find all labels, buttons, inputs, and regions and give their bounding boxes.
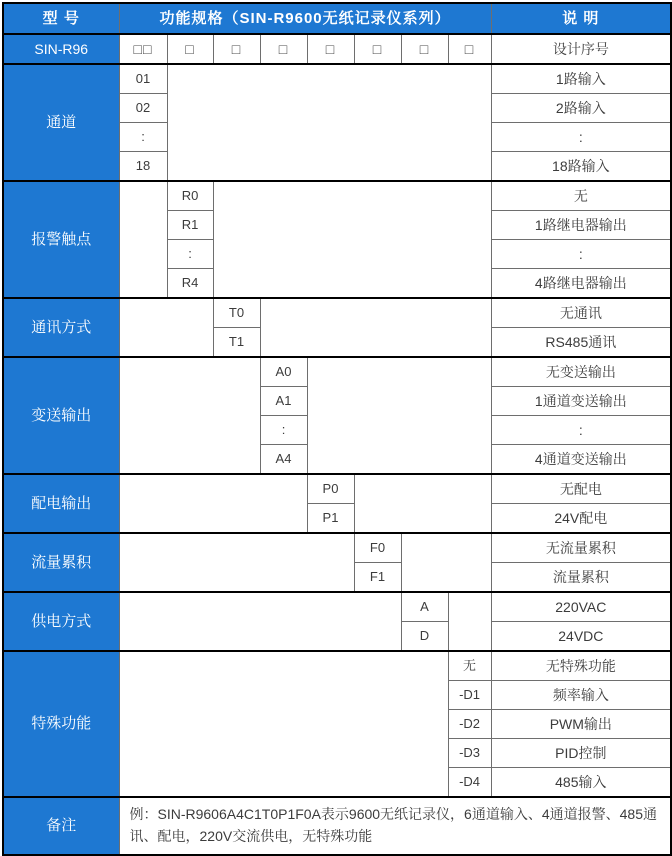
desc-cell: 485输入 xyxy=(491,768,671,798)
table-row xyxy=(3,651,671,681)
spec-box-cell: □□ xyxy=(119,34,167,64)
remark-text: 例：SIN-R9606A4C1T0P1F0A表示9600无纸记录仪，6通道输入、4通道报警、485通讯、配电，220V交流供电，无特殊功能 xyxy=(119,797,671,855)
code-cell: A0 xyxy=(260,357,307,387)
code-cell: -D4 xyxy=(448,768,491,798)
header-model: 型 号 xyxy=(3,3,119,34)
code-cell: F1 xyxy=(354,563,401,593)
empty-cell xyxy=(307,357,491,474)
desc-cell: 无配电 xyxy=(491,474,671,504)
model-row xyxy=(3,34,671,64)
desc-cell: 1路继电器输出 xyxy=(491,211,671,240)
spec-box-cell: □ xyxy=(260,34,307,64)
desc-cell: 24V配电 xyxy=(491,504,671,534)
desc-cell: 无 xyxy=(491,181,671,211)
code-cell: P0 xyxy=(307,474,354,504)
header-spec: 功能规格（SIN-R9600无纸记录仪系列） xyxy=(119,3,491,34)
code-cell: -D2 xyxy=(448,710,491,739)
spec-box-cell: □ xyxy=(213,34,260,64)
spec-box-cell: □ xyxy=(307,34,354,64)
table-row xyxy=(3,181,671,211)
table-row xyxy=(3,64,671,94)
code-cell: R0 xyxy=(167,181,213,211)
desc-cell: : xyxy=(491,123,671,152)
empty-cell xyxy=(119,651,448,797)
desc-cell: PWM输出 xyxy=(491,710,671,739)
code-cell: R1 xyxy=(167,211,213,240)
code-cell: : xyxy=(167,240,213,269)
code-cell: T1 xyxy=(213,328,260,358)
empty-cell xyxy=(119,181,167,298)
empty-cell xyxy=(119,592,401,651)
group-label-flow-accumulation: 流量累积 xyxy=(3,533,119,592)
code-cell: D xyxy=(401,622,448,652)
desc-cell: PID控制 xyxy=(491,739,671,768)
desc-cell: 无通讯 xyxy=(491,298,671,328)
empty-cell xyxy=(354,474,491,533)
desc-cell: 1路输入 xyxy=(491,64,671,94)
desc-cell: 无流量累积 xyxy=(491,533,671,563)
remark-row xyxy=(3,797,671,855)
group-label-transmit-output: 变送输出 xyxy=(3,357,119,474)
table-row xyxy=(3,298,671,328)
desc-cell: 4通道变送输出 xyxy=(491,445,671,475)
empty-cell xyxy=(119,357,260,474)
code-cell: -D3 xyxy=(448,739,491,768)
group-label-channel: 通道 xyxy=(3,64,119,181)
spec-box-cell: □ xyxy=(354,34,401,64)
table-row xyxy=(3,592,671,622)
desc-cell: 无特殊功能 xyxy=(491,651,671,681)
empty-cell xyxy=(401,533,491,592)
desc-cell: RS485通讯 xyxy=(491,328,671,358)
desc-cell: 24VDC xyxy=(491,622,671,652)
desc-cell: 220VAC xyxy=(491,592,671,622)
spec-box-cell: □ xyxy=(448,34,491,64)
desc-cell: : xyxy=(491,240,671,269)
empty-cell xyxy=(119,298,213,357)
desc-cell: 2路输入 xyxy=(491,94,671,123)
code-cell: : xyxy=(260,416,307,445)
code-cell: 02 xyxy=(119,94,167,123)
desc-cell: 设计序号 xyxy=(491,34,671,64)
desc-cell: 4路继电器输出 xyxy=(491,269,671,299)
desc-cell: 18路输入 xyxy=(491,152,671,182)
group-label-communication: 通讯方式 xyxy=(3,298,119,357)
desc-cell: 1通道变送输出 xyxy=(491,387,671,416)
header-desc: 说 明 xyxy=(491,3,671,34)
code-cell: 01 xyxy=(119,64,167,94)
group-label-remark: 备注 xyxy=(3,797,119,855)
group-label-alarm-contacts: 报警触点 xyxy=(3,181,119,298)
empty-cell xyxy=(167,64,491,181)
model-selection-table xyxy=(2,2,672,856)
model-name: SIN-R96 xyxy=(3,34,119,64)
table-row xyxy=(3,533,671,563)
table-row xyxy=(3,357,671,387)
code-cell: F0 xyxy=(354,533,401,563)
spec-box-cell: □ xyxy=(167,34,213,64)
desc-cell: : xyxy=(491,416,671,445)
group-label-power-supply: 供电方式 xyxy=(3,592,119,651)
desc-cell: 频率输入 xyxy=(491,681,671,710)
table-header-row xyxy=(3,3,671,34)
code-cell: -D1 xyxy=(448,681,491,710)
code-cell: T0 xyxy=(213,298,260,328)
code-cell: : xyxy=(119,123,167,152)
table-row xyxy=(3,474,671,504)
group-label-special-function: 特殊功能 xyxy=(3,651,119,797)
code-cell: A1 xyxy=(260,387,307,416)
empty-cell xyxy=(213,181,491,298)
code-cell: P1 xyxy=(307,504,354,534)
empty-cell xyxy=(119,533,354,592)
code-cell: 无 xyxy=(448,651,491,681)
spec-box-cell: □ xyxy=(401,34,448,64)
group-label-power-distribution: 配电输出 xyxy=(3,474,119,533)
empty-cell xyxy=(448,592,491,651)
empty-cell xyxy=(260,298,491,357)
empty-cell xyxy=(119,474,307,533)
code-cell: 18 xyxy=(119,152,167,182)
code-cell: A4 xyxy=(260,445,307,475)
desc-cell: 流量累积 xyxy=(491,563,671,593)
code-cell: R4 xyxy=(167,269,213,299)
code-cell: A xyxy=(401,592,448,622)
desc-cell: 无变送输出 xyxy=(491,357,671,387)
